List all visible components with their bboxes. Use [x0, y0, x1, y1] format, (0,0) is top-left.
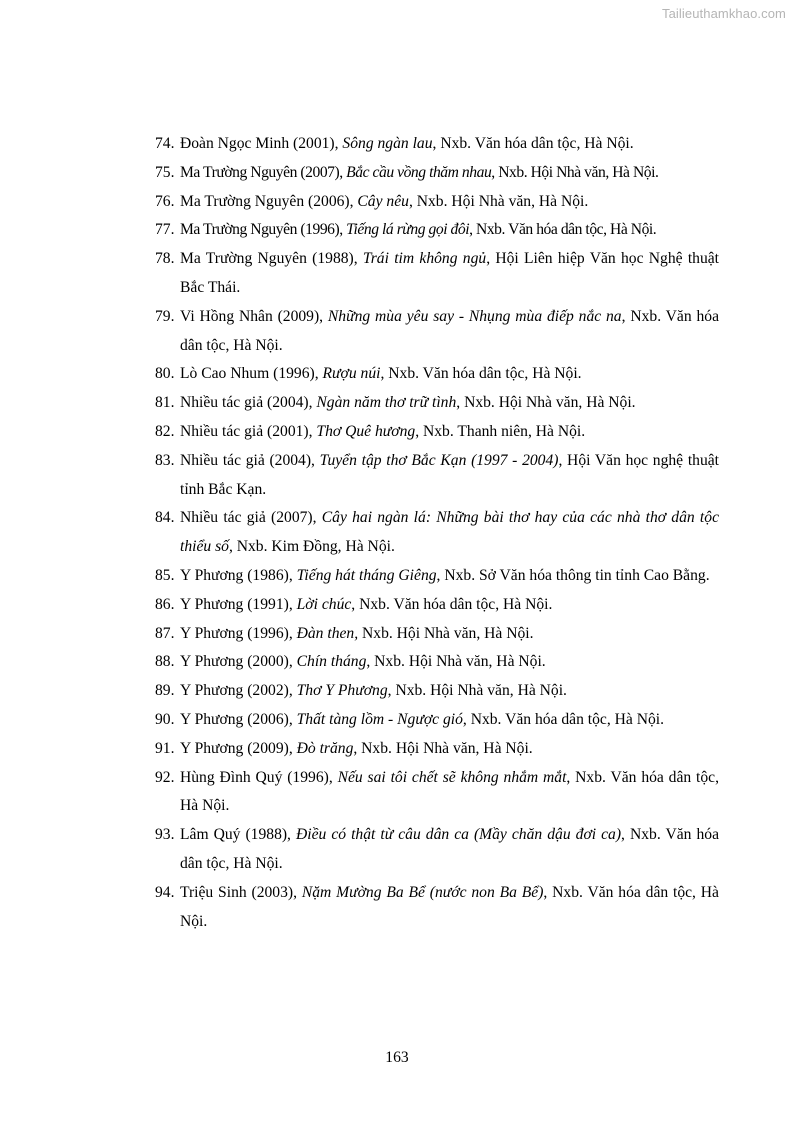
- reference-item: [155, 735, 719, 764]
- reference-publisher: , Nxb. Văn hóa dân tộc, Hà Nội.: [351, 595, 553, 613]
- reference-text: [180, 303, 719, 361]
- reference-item: [155, 504, 719, 562]
- reference-title: Chín tháng: [296, 653, 367, 671]
- page-number: 163: [385, 1049, 409, 1066]
- reference-publisher: , Nxb. Văn hóa dân tộc, Hà Nội.: [462, 710, 664, 728]
- reference-text: [180, 620, 719, 649]
- reference-title: Cây nêu: [357, 192, 409, 210]
- reference-number: 77.: [155, 221, 175, 239]
- reference-item: [155, 821, 719, 879]
- reference-publisher: , Nxb. Hội Nhà văn, Hà Nội.: [353, 739, 533, 757]
- reference-title: Nếu sai tôi chết sẽ không nhắm mắt: [337, 768, 567, 786]
- reference-text: [180, 879, 719, 937]
- reference-number: 88.: [155, 653, 175, 671]
- reference-publisher: , Nxb. Kim Đồng, Hà Nội.: [228, 538, 395, 556]
- reference-publisher: , Hội Liên hiệp Văn học Nghệ thuật Bắc Thái.: [180, 250, 719, 296]
- reference-publisher: , Nxb. Văn hóa dân tộc, Hà Nội.: [432, 135, 634, 152]
- reference-publisher: , Hội Văn học nghệ thuật tỉnh Bắc Kạn.: [180, 451, 719, 498]
- reference-number: 90.: [155, 710, 175, 728]
- reference-title: Nặm Mường Ba Bể (nước non Ba Bể): [301, 883, 544, 901]
- reference-title: Đò trăng: [296, 739, 354, 757]
- reference-item: [155, 130, 719, 159]
- reference-item: [155, 648, 719, 677]
- reference-title: Sông ngàn lau: [342, 135, 433, 152]
- reference-item: [155, 303, 719, 361]
- reference-author: Y Phương (1996),: [180, 624, 297, 642]
- reference-item: [155, 418, 719, 447]
- reference-text: [180, 706, 719, 735]
- reference-item: [155, 677, 719, 706]
- reference-title: Thơ Quê hương: [316, 422, 416, 440]
- reference-number: 86.: [155, 595, 175, 613]
- reference-list: [155, 130, 719, 936]
- reference-title: Rượu núi: [322, 365, 381, 383]
- reference-author: Nhiều tác giả (2004),: [180, 451, 320, 469]
- reference-item: [155, 879, 719, 937]
- reference-text: [180, 764, 719, 822]
- reference-publisher: Nxb. Hội Nhà văn, Hà Nội.: [358, 624, 534, 642]
- reference-number: 92.: [155, 768, 175, 786]
- reference-number: 81.: [155, 394, 175, 412]
- reference-publisher: , Nxb. Văn hóa dân tộc, Hà Nội.: [380, 365, 582, 383]
- reference-number: 85.: [155, 566, 175, 584]
- reference-author: Ma Trường Nguyên (1996),: [180, 221, 347, 239]
- reference-text: [180, 216, 719, 245]
- reference-title: Trái tim không ngủ: [362, 250, 487, 268]
- reference-number: 87.: [155, 624, 175, 642]
- reference-publisher: , Nxb. Văn hóa dân tộc, Hà Nội.: [180, 768, 719, 815]
- reference-text: [180, 130, 719, 159]
- reference-author: Lâm Quý (1988),: [180, 826, 296, 844]
- reference-item: [155, 591, 719, 620]
- reference-text: [180, 418, 719, 447]
- reference-author: Triệu Sinh (2003),: [180, 883, 302, 901]
- reference-title: Tuyển tập thơ Bắc Kạn (1997 - 2004): [319, 451, 559, 469]
- reference-number: 83.: [155, 451, 175, 469]
- reference-title: Lời chúc: [296, 595, 352, 613]
- reference-publisher: , Nxb. Hội Nhà văn, Hà Nội.: [456, 394, 636, 412]
- reference-item: [155, 216, 719, 245]
- reference-number: 91.: [155, 739, 175, 757]
- reference-author: Nhiều tác giả (2007),: [180, 509, 322, 527]
- reference-publisher: , Nxb. Hội Nhà văn, Hà Nội.: [408, 192, 589, 210]
- reference-author: Nhiều tác giả (2004),: [180, 394, 317, 412]
- reference-item: [155, 389, 719, 418]
- reference-title: Bắc cầu vồng thăm nhau: [346, 163, 492, 181]
- reference-number: 93.: [155, 826, 175, 844]
- reference-text: [180, 562, 719, 591]
- reference-publisher: , Nxb. Văn hóa dân tộc, Hà Nội.: [180, 883, 719, 930]
- reference-number: 76.: [155, 192, 175, 210]
- reference-author: Y Phương (1986),: [180, 566, 297, 584]
- watermark-text: Tailieuthamkhao.com: [661, 6, 786, 21]
- reference-publisher: , Nxb. Thanh niên, Hà Nội.: [415, 422, 586, 440]
- reference-title: Tiếng lá rừng gọi đôi: [346, 221, 470, 239]
- reference-publisher: , Nxb. Hội Nhà văn, Hà Nội.: [387, 682, 567, 700]
- reference-author: Ma Trường Nguyên (2007),: [180, 163, 347, 181]
- reference-text: [180, 821, 719, 879]
- reference-text: [180, 447, 719, 505]
- reference-text: [180, 504, 719, 562]
- reference-publisher: , Nxb. Văn hóa dân tộc, Hà Nội.: [469, 221, 657, 239]
- reference-number: 84.: [155, 509, 175, 527]
- reference-title: Thơ Y Phương: [296, 682, 388, 700]
- reference-text: [180, 360, 719, 389]
- reference-title: Tiếng hát tháng Giêng: [296, 566, 437, 584]
- reference-author: Y Phương (2000),: [180, 653, 297, 671]
- reference-author: Nhiều tác giả (2001),: [180, 422, 317, 440]
- reference-author: Lò Cao Nhum (1996),: [180, 365, 323, 383]
- reference-publisher: , Nxb. Hội Nhà văn, Hà Nội.: [491, 163, 659, 181]
- reference-author: Y Phương (2006),: [180, 710, 297, 728]
- reference-text: [180, 188, 719, 217]
- reference-title: Điều có thật từ câu dân ca (Mầy chăn dậu đơi ca): [296, 826, 622, 844]
- reference-title: Ngàn năm thơ trữ tình: [316, 394, 457, 412]
- reference-item: [155, 159, 719, 188]
- reference-author: Y Phương (1991),: [180, 595, 297, 613]
- reference-publisher: , Nxb. Văn hóa dân tộc, Hà Nội.: [180, 307, 719, 354]
- reference-text: [180, 648, 719, 677]
- reference-text: [180, 735, 719, 764]
- reference-author: Ma Trường Nguyên (2006),: [180, 192, 358, 210]
- reference-publisher: , Nxb. Sở Văn hóa thông tin tỉnh Cao Bằng.: [436, 566, 710, 584]
- reference-author: Đoàn Ngọc Minh (2001),: [180, 135, 343, 152]
- reference-text: [180, 677, 719, 706]
- reference-number: 78.: [155, 250, 175, 268]
- reference-number: 74.: [155, 135, 175, 152]
- reference-title: Cây hai ngàn lá: Những bài thơ hay của các nhà thơ dân tộc thiểu số: [180, 509, 719, 556]
- reference-number: 75.: [155, 163, 175, 181]
- reference-item: [155, 188, 719, 217]
- reference-title: Đàn then,: [296, 624, 359, 642]
- reference-item: [155, 562, 719, 591]
- reference-number: 79.: [155, 307, 175, 325]
- reference-number: 89.: [155, 682, 175, 700]
- reference-text: [180, 591, 719, 620]
- reference-author: Ma Trường Nguyên (1988),: [180, 250, 363, 268]
- reference-title: Thất tàng lồm - Ngược gió: [296, 710, 463, 728]
- reference-text: [180, 159, 719, 188]
- reference-number: 94.: [155, 883, 175, 901]
- reference-author: Vi Hồng Nhân (2009),: [180, 307, 328, 325]
- reference-item: [155, 245, 719, 303]
- reference-item: [155, 706, 719, 735]
- reference-number: 80.: [155, 365, 175, 383]
- reference-item: [155, 620, 719, 649]
- reference-number: 82.: [155, 422, 175, 440]
- reference-item: [155, 360, 719, 389]
- reference-author: Y Phương (2002),: [180, 682, 297, 700]
- reference-text: [180, 389, 719, 418]
- reference-item: [155, 447, 719, 505]
- reference-text: [180, 245, 719, 303]
- reference-title: Những mùa yêu say - Nhụng mùa điếp nắc na: [327, 307, 622, 325]
- reference-author: Y Phương (2009),: [180, 739, 297, 757]
- reference-author: Hùng Đình Quý (1996),: [180, 768, 338, 786]
- reference-item: [155, 764, 719, 822]
- reference-publisher: , Nxb. Hội Nhà văn, Hà Nội.: [366, 653, 546, 671]
- reference-publisher: , Nxb. Văn hóa dân tộc, Hà Nội.: [180, 826, 719, 872]
